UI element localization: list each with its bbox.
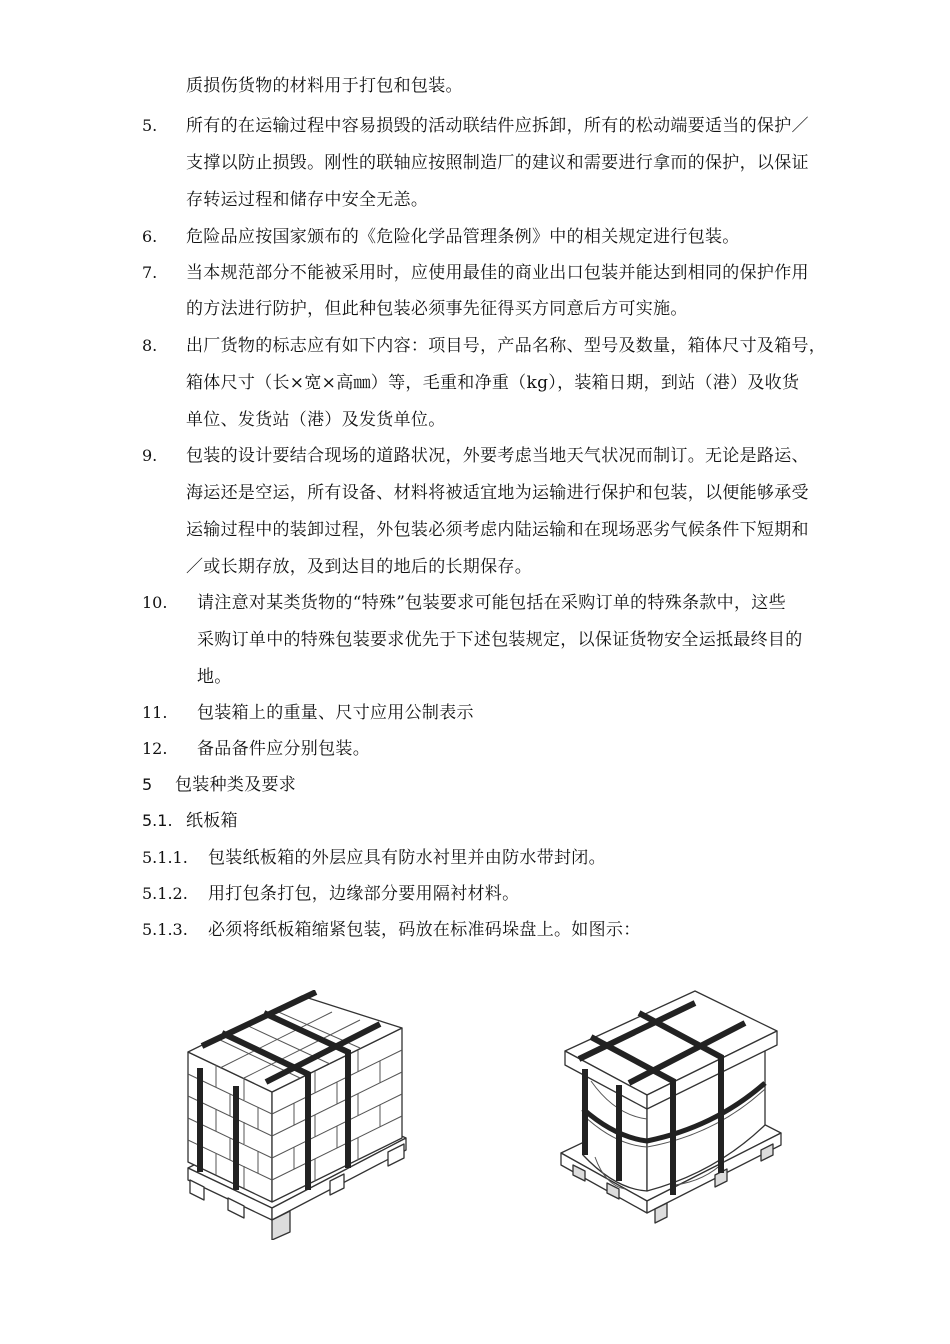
item-number: 10. <box>142 593 168 612</box>
item-number: 9. <box>142 446 158 465</box>
item-number: 7. <box>142 263 158 282</box>
continuation-text: 质损伤货物的材料用于打包和包装。 <box>186 76 463 96</box>
item-text-line: 包装的设计要结合现场的道路状况，外要考虑当地天气状况而制订。无论是路运、 <box>186 446 809 466</box>
item-text-line: 所有的在运输过程中容易损毁的活动联结件应拆卸，所有的松动端要适当的保护／ <box>186 116 809 136</box>
item-number: 8. <box>142 336 158 355</box>
item-text-line: 支撑以防止损毁。刚性的联轴应按照制造厂的建议和需要进行拿而的保护，以保证 <box>186 153 809 173</box>
item-text-line: 箱体尺寸（长×宽×高㎜）等，毛重和净重（kg），装箱日期，到站（港）及收货 <box>186 373 800 393</box>
stacked-cartons-pallet-icon <box>180 990 415 1240</box>
clause-number: 5.1.3. <box>142 920 188 939</box>
item-number: 12. <box>142 739 168 758</box>
item-number: 6. <box>142 227 158 246</box>
clause-text: 必须将纸板箱缩紧包装，码放在标准码垛盘上。如图示： <box>208 920 641 940</box>
item-text-line: 海运还是空运，所有设备、材料将被适宜地为运输进行保护和包装，以便能够承受 <box>186 483 809 503</box>
item-text-line: 的方法进行防护，但此种包装必须事先征得买方同意后方可实施。 <box>186 299 688 319</box>
item-text-line: ／或长期存放，及到达目的地后的长期保存。 <box>186 557 532 577</box>
item-text-line: 地。 <box>197 667 232 687</box>
subsection-title: 纸板箱 <box>186 811 238 831</box>
item-text-line: 当本规范部分不能被采用时，应使用最佳的商业出口包装并能达到相同的保护作用 <box>186 263 809 283</box>
item-text-line: 采购订单中的特殊包装要求优先于下述包装规定，以保证货物安全运抵最终目的 <box>197 630 803 650</box>
item-text-line: 存转运过程和储存中安全无恙。 <box>186 190 429 210</box>
section-title: 包装种类及要求 <box>175 775 297 795</box>
item-text-line: 包装箱上的重量、尺寸应用公制表示 <box>197 703 474 723</box>
section-number: 5 <box>142 775 153 794</box>
item-text-line: 危险品应按国家颁布的《危险化学品管理条例》中的相关规定进行包装。 <box>186 227 740 247</box>
clause-text: 包装纸板箱的外层应具有防水衬里并由防水带封闭。 <box>208 848 606 868</box>
wrapped-drums-pallet-icon <box>555 985 790 1240</box>
item-number: 5. <box>142 116 158 135</box>
item-text-line: 单位、发货站（港）及发货单位。 <box>186 410 446 430</box>
item-text-line: 备品备件应分别包装。 <box>197 739 370 759</box>
subsection-number: 5.1. <box>142 811 173 830</box>
item-text-line: 运输过程中的装卸过程，外包装必须考虑内陆运输和在现场恶劣气候条件下短期和 <box>186 520 809 540</box>
clause-number: 5.1.2. <box>142 884 188 903</box>
clause-number: 5.1.1. <box>142 848 188 867</box>
item-text-line: 请注意对某类货物的“特殊”包装要求可能包括在采购订单的特殊条款中，这些 <box>197 593 786 613</box>
item-number: 11. <box>142 703 168 722</box>
item-text-line: 出厂货物的标志应有如下内容：项目号，产品名称、型号及数量，箱体尺寸及箱号， <box>186 336 827 356</box>
clause-text: 用打包条打包，边缘部分要用隔衬材料。 <box>208 884 520 904</box>
